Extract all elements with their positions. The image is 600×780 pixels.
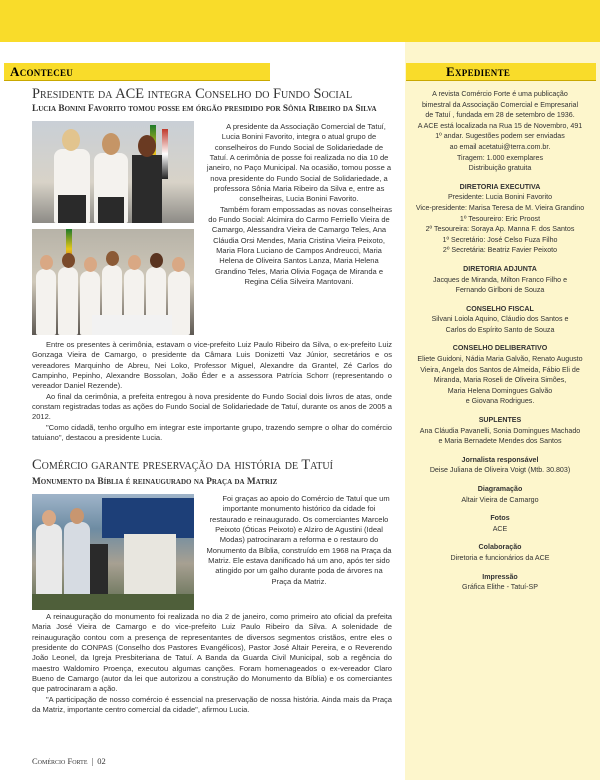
article1-intro [206, 122, 392, 288]
person-head [102, 133, 120, 155]
article1-title: Presidente da ACE integra Conselho do Fundo Social [32, 86, 353, 102]
conselho-deliberativo-line: Maria Helena Domingues Galvão [447, 386, 553, 395]
article1-paragraph-3: Entre os presentes à cerimônia, estavam o vice-prefeito Luiz Paulo Ribeiro da Silva, o ex-prefeito Luiz Gonzaga Vieira de Camargo, o presidente da Câmara Luis Donizetti Vaz Júnior, secretários e os vereadores Marquinho de Abreu, Nei Loko, Professor Miguel, Alexandre da Grantel, Zé Carlos do Campinho, Pepinho, Alexandre Bossolan, João Éder e a assessora Patrícia Schorr (representando o vereador Daniel Rezende). [32, 340, 392, 391]
person-head [62, 129, 80, 151]
person-figure [58, 267, 78, 335]
article2-paragraph-2: A reinauguração do monumento foi realizada no dia 2 de janeiro, como primeiro ato oficial da prefeita Maria José Vieira de Camargo e do vice-prefeito Luiz Paulo Ribeiro da Silva. A solenidade de reinauguração contou com a presença de representantes de diversos segmentos cristãos, entre eles o presidente do CONPAS (Conselho dos Pastores Evangélicos), Pastor José Altair Pereira, e o Reverendo João Leonel, da Igreja Presbiteriana de Tatuí. A Banda da Guarda Civil Municipal, sob a regência do maestro Waldomiro Proença, executou algumas canções. Foram homenageados o ex-vereador Claro Bueno de Camargo (autor da lei que autorizou a construção do Monumento da Bíblia) e os comerciantes que patrocinaram a ação. [32, 612, 392, 694]
colaboracao-line: Diretoria e funcionários da ACE [450, 553, 550, 562]
impressao-line: Gráfica Elithe - Tatuí-SP [462, 583, 538, 592]
section-tab-expediente: Expediente [406, 63, 596, 81]
article2-paragraph-3: "A participação de nosso comércio é essencial na preservação de nossa história. Ainda mais da Praça da Matriz, importante centro comercial da cidade", afirmou Lucia. [32, 694, 392, 715]
fotos-line: ACE [492, 524, 508, 533]
table-shape [92, 315, 172, 335]
diretoria-executiva-line: 2º Tesoureira: Soraya Ap. Manna F. dos Santos [425, 225, 575, 234]
article1-paragraph-5: "Como cidadã, tenho orgulho em integrar este importante grupo, trazendo sempre o olhar do comércio tatuiano", destacou a presidente Lucia. [32, 422, 392, 443]
diretoria-executiva-line: Vice-presidente: Marisa Teresa de M. Vieira Grandino [415, 203, 585, 212]
diagramacao-line: Altair Vieira de Camargo [461, 495, 539, 504]
expediente-intro-line: Tiragem: 1.000 exemplares [456, 153, 544, 162]
expediente-intro-line: bimestral da Associação Comercial e Empresarial [421, 100, 579, 109]
article2-continuation [32, 612, 392, 715]
expediente-intro-line: Distribuição gratuita [468, 164, 532, 173]
expediente-intro-line: de Tatuí , fundada em 28 de setembro de 1936. [425, 111, 575, 120]
expediente-content [407, 89, 593, 593]
person-skirt [58, 195, 86, 223]
article2-paragraph-1: Foi graças ao apoio do Comércio de Tatuí que um importante monumento histórico da cidade foi restaurado e reinaugurado. Os comerciantes Marcelo Peixoto (Óticas Peixoto) e Alziro de Agustini (Ideal Modas) patrocinaram a reforma e o restauro do Monumento da Bíblia, construído em 1968 na Praça da Matriz. Ele estava danificado há um ano, após ter sido atingido por um galho durante poda de árvores na Praça da Matriz. [206, 494, 392, 586]
article1-subtitle: Lucia Bonini Favorito tomou posse em órgão presidido por Sônia Ribeiro da Silva [32, 104, 377, 114]
diretoria-adjunta-line: Jacques de Miranda, Milton Franco Filho e [432, 275, 568, 284]
expediente-intro-line: A ACE está localizada na Rua 15 de Novembro, 491 [417, 121, 583, 130]
jornalista-heading: Jornalista responsável [461, 455, 539, 464]
conselho-deliberativo-heading: CONSELHO DELIBERATIVO [452, 344, 548, 353]
conselho-deliberativo-line: Miranda, Maria Roseli de Oliveira Simões, [433, 376, 567, 385]
flag-shape [162, 129, 168, 179]
diretoria-adjunta-heading: DIRETORIA ADJUNTA [463, 264, 537, 273]
fotos-heading: Fotos [490, 514, 510, 523]
person-head [42, 510, 56, 526]
person-skirt [98, 197, 124, 223]
article1-paragraph-2: Também foram empossadas as novas conselheiras do Fundo Social: Alcimira do Carmo Ferriello Vieira de Camargo, Alessandra Vieira de Camargo Teles, Ana Cláudia Orsi Mendes, Maria Cristina Vieira Peixoto, Maria Flora Luciano de Campos Andreucci, Maria Helena de Oliveira Santos Lanza, Maria Helena Grandino Teles, Maria Olivia Fogaça de Miranda e Regina Célia Silveira Mantovani. [208, 204, 392, 287]
photo-bible-monument [32, 494, 194, 610]
diagramacao-heading: Diagramação [477, 485, 523, 493]
grass-shape [32, 594, 194, 610]
suplentes-heading: SUPLENTES [478, 416, 522, 425]
person-head [128, 255, 141, 270]
conselho-fiscal-line: Silvani Loiola Aquino, Cláudio dos Santos e [431, 315, 569, 324]
diretoria-executiva-line: 1º Secretário: José Celso Fuza Filho [442, 235, 558, 244]
person-head [62, 253, 75, 268]
diretoria-executiva-line: 2º Secretária: Beatriz Favier Peixoto [442, 246, 558, 255]
person-head [70, 508, 84, 524]
diretoria-executiva-heading: DIRETORIA EXECUTIVA [459, 182, 541, 191]
article2-intro [206, 494, 392, 587]
article1-paragraph-4: Ao final da cerimônia, a prefeita entregou à nova presidente do Fundo Social dois livros de atas, onde constam registradas todas as ações do Fundo Social de Solidariedade de Tatuí, durante os anos de 2005 a 2012. [32, 391, 392, 422]
article2-subtitle: Monumento da Bíblia é reinaugurado na Praça da Matriz [32, 477, 278, 487]
conselho-deliberativo-line: e Giovana Rodrigues. [465, 397, 535, 406]
person-figure [132, 155, 162, 223]
canopy-shape [102, 498, 194, 538]
article2-title: Comércio garante preservação da história de Tatuí [32, 457, 333, 473]
expediente-intro-line: 1º andar. Sugestões podem ser enviadas [435, 132, 565, 141]
diretoria-executiva-line: 1º Tesoureiro: Eric Proost [459, 214, 541, 223]
impressao-heading: Impressão [482, 572, 518, 581]
conselho-fiscal-line: Carlos do Espírito Santo de Souza [445, 325, 555, 334]
diretoria-adjunta-line: Fernando Girlboni de Souza [455, 286, 545, 295]
top-yellow-band [0, 0, 600, 42]
article1-continuation [32, 340, 392, 443]
suplentes-line: Ana Cláudia Pavanelli, Sonia Domingues Machado [419, 426, 581, 435]
suplentes-line: e Maria Bernadete Mendes dos Santos [438, 437, 562, 446]
person-head [84, 257, 97, 272]
person-head [106, 251, 119, 266]
jornalista-line: Deise Juliana de Oliveira Voigt (Mtb. 30.803) [429, 466, 571, 475]
diretoria-executiva-line: Presidente: Lucia Bonini Favorito [447, 193, 553, 202]
section-tab-aconteceu: Aconteceu [4, 63, 270, 81]
photo-group-councillors [32, 229, 194, 335]
footer-magazine-name: Comércio Forte [32, 756, 88, 766]
person-figure [36, 269, 56, 335]
person-head [40, 255, 53, 270]
photo-ceremony-three-women [32, 121, 194, 223]
footer-separator: | [91, 756, 94, 766]
colaboracao-heading: Colaboração [478, 543, 522, 552]
article1-paragraph-1: A presidente da Associação Comercial de Tatuí, Lucia Bonini Favorito, integra o atual grupo de conselheiros do Fundo Social de Solidariedade de Tatuí. A cerimônia de posse foi realizada no dia 10 de janeiro, no Paço Municipal. Na ocasião, tomou posse a nova presidente do Fundo Social de Solidariedade, a professora Sônia Maria Ribeiro da Silva e, entre as conselheiras, Lucia Bonini Favorito. [206, 122, 392, 204]
conselho-fiscal-heading: CONSELHO FISCAL [466, 304, 534, 313]
page-footer [32, 756, 106, 766]
expediente-intro-line: A revista Comércio Forte é uma publicação [432, 90, 568, 98]
person-head [172, 257, 185, 272]
conselho-deliberativo-line: Eliete Guidoni, Nádia Maria Galvão, Renato Augusto [417, 355, 583, 364]
person-head [150, 253, 163, 268]
page-number: 02 [97, 756, 106, 766]
expediente-intro-line: ao email acetatui@terra.com.br. [449, 142, 551, 151]
conselho-deliberativo-line: Vieira, Angela dos Santos de Almeida, Fábio Eli de [420, 365, 580, 374]
person-head [138, 135, 156, 157]
